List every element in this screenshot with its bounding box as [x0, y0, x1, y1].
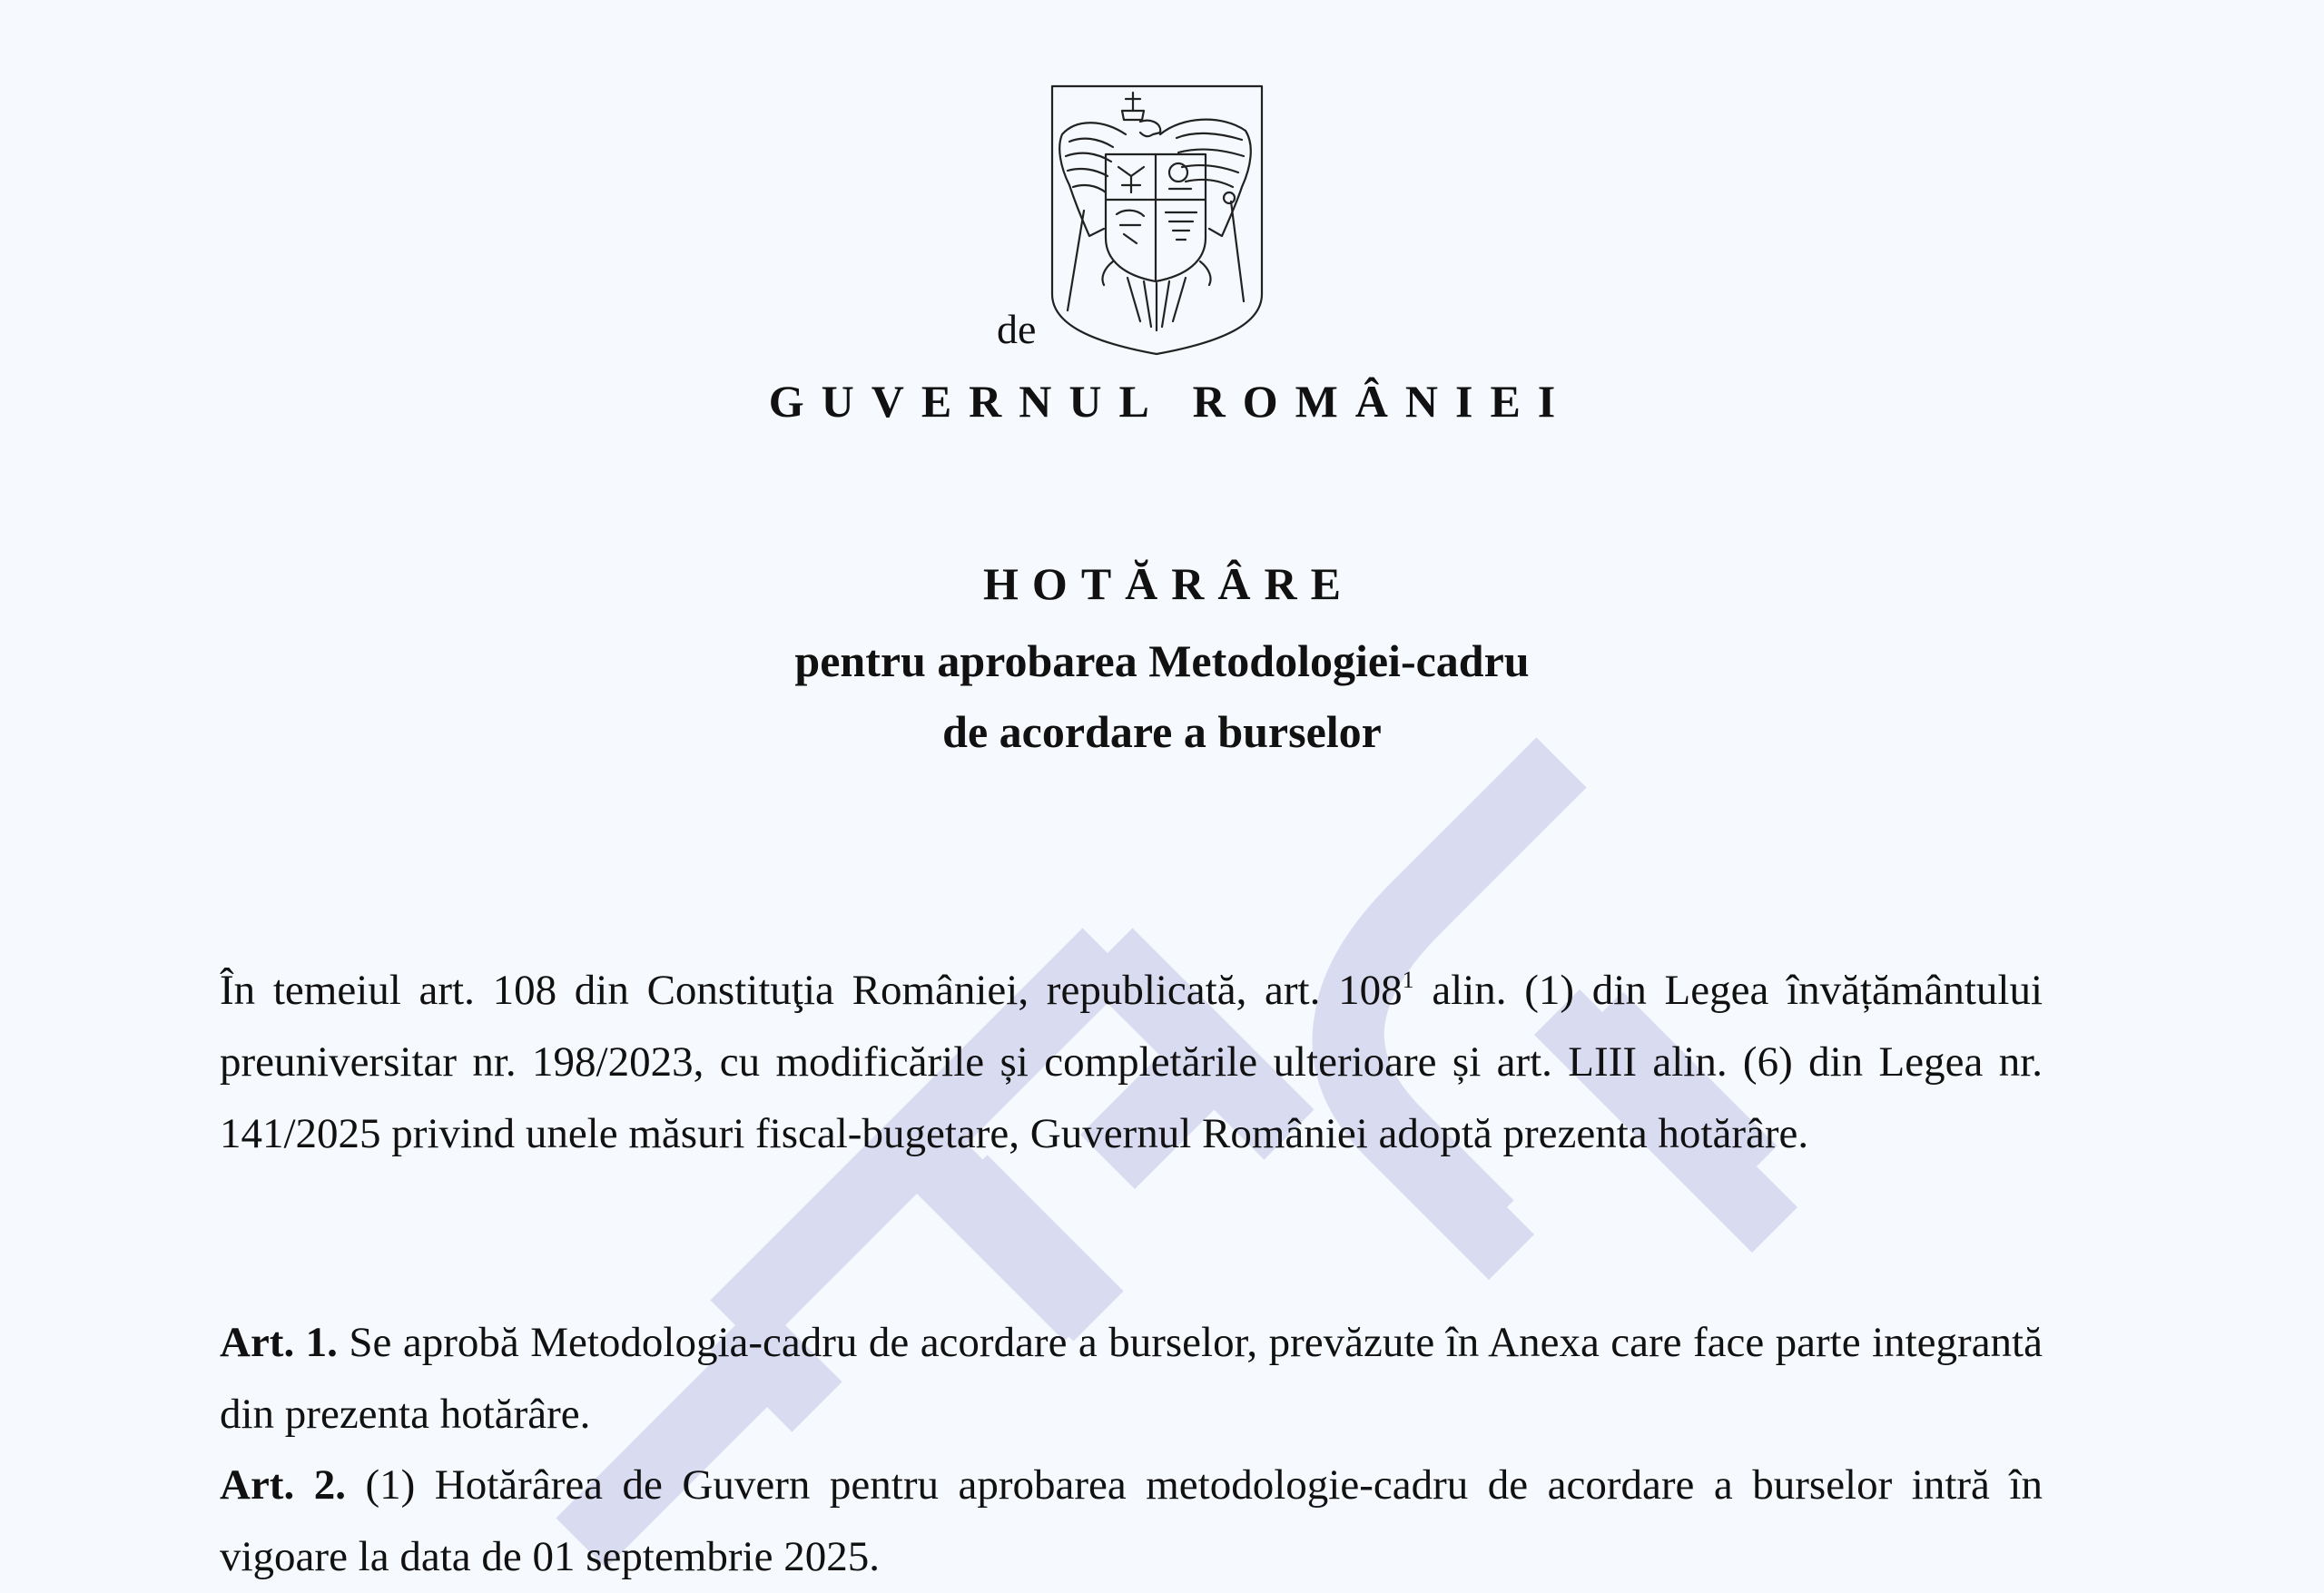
government-title: GUVERNUL ROMÂNIEI: [768, 376, 1573, 427]
article-2-label: Art. 2.: [220, 1461, 346, 1509]
preamble-text-part2: alin. (1) din Legea învățământului preuniversitar nr. 198/2023, cu modificările și completările ulterioare și art. LIII alin. (6) din Legea nr. 141/2025 privind unele măsuri fiscal-bugetare, Guvernul României adoptă prezenta hotărâre.: [220, 967, 2043, 1157]
preamble-paragraph: [220, 955, 2043, 1170]
article-1-text: Se aprobă Metodologia-cadru de acordare a burselor, prevăzute în Anexa care face parte integrantă din prezenta hotărâre.: [220, 1319, 2043, 1438]
preamble-superscript: 1: [1402, 967, 1414, 993]
article-1-label: Art. 1.: [220, 1319, 338, 1366]
romanian-coat-of-arms-icon: [1049, 84, 1265, 356]
article-2-text: (1) Hotărârea de Guvern pentru aprobarea metodologie-cadru de acordare a burselor intră în vigoare la data de 01 septembrie 2025.: [220, 1461, 2043, 1580]
de-label: de: [997, 306, 1037, 352]
decision-title: HOTĂRÂRE: [983, 558, 1354, 609]
article-2: [220, 1450, 2043, 1593]
article-1: [220, 1307, 2043, 1450]
decision-subtitle-line1: pentru aprobarea Metodologiei-cadru: [794, 635, 1530, 686]
preamble-text-part1: În temeiul art. 108 din Constituţia României, republicată, art. 108: [220, 967, 1403, 1014]
decision-subtitle-line2: de acordare a burselor: [942, 706, 1382, 757]
